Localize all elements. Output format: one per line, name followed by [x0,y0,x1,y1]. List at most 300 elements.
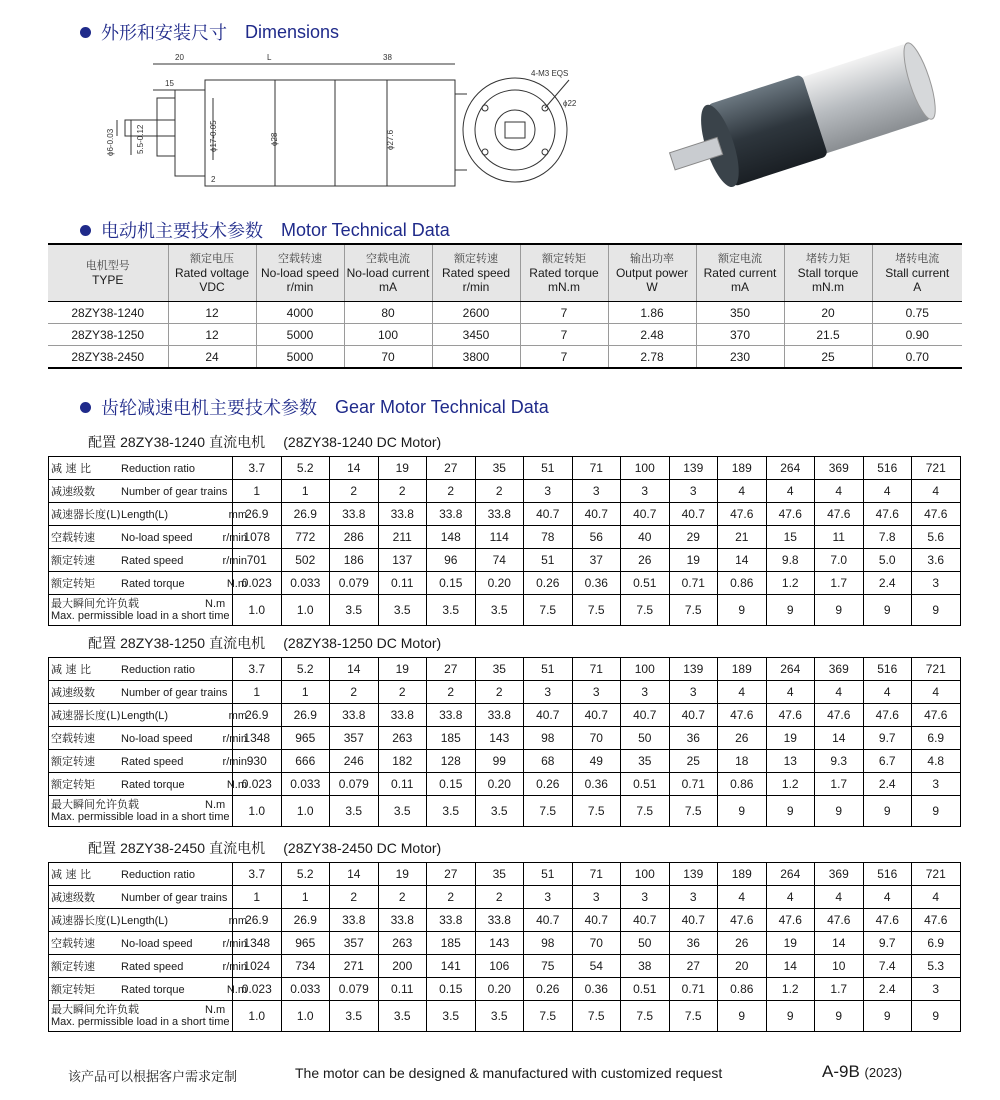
table-cell: 26.9 [281,909,330,932]
table-cell: 3 [912,978,961,1001]
config-label-cn2: 直流电机 [209,635,266,651]
motor-header-cell [784,244,872,302]
table-cell: 2 [330,681,379,704]
table-row [49,750,961,773]
table-cell: 0.86 [718,572,767,595]
table-cell: 721 [912,457,961,480]
table-cell: 4 [863,480,912,503]
table-cell: 74 [475,549,524,572]
table-cell: 264 [766,457,815,480]
gear-config-3 [88,838,441,858]
table-row [49,457,961,480]
table-cell: 1 [233,480,282,503]
row-label-en: Max. permissible load in a short time [51,811,230,823]
table-cell: 0.75 [872,302,962,324]
gear-data-table-3 [48,862,961,1032]
table-cell: 3.6 [912,549,961,572]
table-cell: 0.86 [718,978,767,1001]
table-cell: 1 [233,681,282,704]
table-cell: 3.5 [427,1001,476,1032]
row-label-cn: 额定转矩 [51,577,95,590]
gear-data-heading [80,395,549,419]
table-cell: 35 [621,750,670,773]
table-cell: 75 [524,955,573,978]
header-en: Stall torque [797,266,859,280]
row-label-en: Reduction ratio [121,664,195,676]
table-cell: 0.71 [669,978,718,1001]
table-cell: 1348 [233,727,282,750]
table-cell: 263 [378,727,427,750]
table-cell: 40.7 [621,909,670,932]
motor-title-en: Motor Technical Data [281,219,450,240]
table-cell: 3450 [432,324,520,346]
table-cell: 9.7 [863,932,912,955]
table-cell: 185 [427,932,476,955]
table-cell: 1.0 [281,1001,330,1032]
table-cell: 24 [168,346,256,369]
header-unit: W [646,280,658,294]
table-row [49,681,961,704]
table-cell: 5.2 [281,457,330,480]
table-cell: 4 [718,681,767,704]
table-cell: 2.4 [863,572,912,595]
table-cell: 3.7 [233,863,282,886]
table-cell: 26 [718,727,767,750]
table-cell: 2.48 [608,324,696,346]
page-year: (2023) [864,1065,903,1080]
table-cell: 721 [912,863,961,886]
table-cell: 12 [168,302,256,324]
table-cell: 1024 [233,955,282,978]
bullet-icon [80,27,91,38]
table-cell: 5000 [256,324,344,346]
table-cell: 7.5 [572,1001,621,1032]
row-label-en: Rated torque [121,578,185,590]
table-cell: 14 [815,932,864,955]
table-cell: 2 [330,480,379,503]
dim-15: 15 [165,79,174,88]
table-cell: 3 [669,886,718,909]
table-cell: 19 [766,727,815,750]
table-cell: 68 [524,750,573,773]
row-label-en: Number of gear trains [121,892,228,904]
table-cell: 47.6 [766,909,815,932]
motor-header-cell [608,244,696,302]
table-cell: 1.86 [608,302,696,324]
table-cell: 1.0 [281,595,330,626]
table-cell: 33.8 [378,909,427,932]
table-cell: 4 [718,886,767,909]
motor-header-cell [432,244,520,302]
header-en: Stall current [885,266,950,280]
row-label-unit: mm [228,710,247,722]
table-cell: 263 [378,932,427,955]
table-cell: 99 [475,750,524,773]
row-label-cn: 额定转速 [51,960,95,973]
table-cell: 33.8 [475,704,524,727]
table-cell: 0.36 [572,978,621,1001]
row-label-en: Rated torque [121,984,185,996]
table-cell: 3.5 [330,595,379,626]
table-cell: 70 [572,727,621,750]
table-cell: 0.033 [281,978,330,1001]
header-unit: VDC [199,280,225,294]
table-cell: 71 [572,658,621,681]
row-label [49,909,247,932]
config-label-en: (28ZY38-1240 DC Motor) [283,434,442,450]
table-cell: 33.8 [475,503,524,526]
row-label [49,457,233,480]
table-cell: 40.7 [524,503,573,526]
table-cell: 40.7 [572,503,621,526]
table-cell: 0.023 [233,978,282,1001]
row-label-cn: 空载转速 [51,732,95,745]
table-row [49,886,961,909]
row-label-cn: 额定转矩 [51,778,95,791]
table-cell: 0.71 [669,773,718,796]
row-label-cn: 额定转矩 [51,983,95,996]
row-label [49,978,247,1001]
table-cell: 734 [281,955,330,978]
table-cell: 51 [524,457,573,480]
dimensions-title-cn: 外形和安装尺寸 [101,23,227,44]
table-cell: 47.6 [766,503,815,526]
table-cell: 71 [572,457,621,480]
row-label-cn: 减速器长度(L) [51,914,121,927]
dimension-drawing [95,50,595,190]
table-cell: 3.5 [330,796,379,827]
table-cell: 47.6 [815,503,864,526]
table-cell: 148 [427,526,476,549]
table-cell: 9 [863,1001,912,1032]
dim-20: 20 [175,53,184,62]
table-cell: 3.5 [475,796,524,827]
header-unit: mA [379,280,397,294]
row-label [49,886,233,909]
table-row [48,346,962,369]
table-cell: 357 [330,727,379,750]
row-label-stack [51,597,232,623]
table-cell: 14 [330,863,379,886]
row-label [49,955,247,978]
table-cell: 51 [524,863,573,886]
table-cell: 3 [912,572,961,595]
table-cell: 0.36 [572,773,621,796]
table-cell: 1 [281,480,330,503]
table-cell: 56 [572,526,621,549]
row-label [49,727,247,750]
table-cell: 35 [475,863,524,886]
table-cell: 9 [912,595,961,626]
header-cn: 空载电流 [366,252,410,265]
table-cell: 3 [621,480,670,503]
row-label-en: Reduction ratio [121,463,195,475]
dim-dia6: ϕ6-0.03 [106,128,115,156]
table-cell: 40.7 [621,503,670,526]
table-row [49,727,961,750]
motor-data-table [48,243,962,369]
dim-dia22: ϕ22 [563,99,577,108]
table-cell: 4 [815,681,864,704]
row-label-cn: 减 速 比 [51,663,91,676]
header-unit: mN.m [812,280,844,294]
table-cell: 2 [427,886,476,909]
page-number [822,1062,902,1082]
table-cell: 19 [766,932,815,955]
config-label-cn2: 直流电机 [209,840,266,856]
table-cell: 80 [344,302,432,324]
table-cell: 1 [281,681,330,704]
table-cell: 6.9 [912,932,961,955]
table-cell: 2.78 [608,346,696,369]
header-cn: 额定转速 [454,252,498,265]
table-cell: 143 [475,727,524,750]
table-cell: 264 [766,658,815,681]
row-label-en: Length(L) [121,710,169,722]
table-cell: 40 [621,526,670,549]
table-cell: 370 [696,324,784,346]
row-label-unit: r/min [222,555,247,567]
table-cell: 0.26 [524,572,573,595]
gear-config-2 [88,633,441,653]
row-label-en: No-load speed [121,532,193,544]
table-row [49,572,961,595]
table-cell: 211 [378,526,427,549]
table-cell: 78 [524,526,573,549]
table-cell: 0.70 [872,346,962,369]
row-label-unit: N.m [205,799,226,811]
row-label-unit: N.m [205,598,226,610]
table-cell: 25 [669,750,718,773]
table-cell: 47.6 [863,909,912,932]
row-label-cn: 减速级数 [51,891,95,904]
table-cell: 7 [520,302,608,324]
table-cell: 18 [718,750,767,773]
row-label-cn: 减速级数 [51,485,95,498]
table-cell: 7.4 [863,955,912,978]
table-cell: 9 [815,1001,864,1032]
table-cell: 0.023 [233,773,282,796]
motor-header-cell [696,244,784,302]
table-cell: 26.9 [233,503,282,526]
table-cell: 26.9 [281,503,330,526]
row-label-cn: 减 速 比 [51,868,91,881]
row-label [49,796,233,827]
table-cell: 182 [378,750,427,773]
table-cell: 357 [330,932,379,955]
table-cell: 14 [330,658,379,681]
table-cell: 0.079 [330,773,379,796]
table-cell: 189 [718,863,767,886]
row-label-unit: N.m [226,578,247,590]
table-cell: 7.5 [572,796,621,827]
table-cell: 772 [281,526,330,549]
table-cell: 7.5 [524,1001,573,1032]
table-cell: 1.7 [815,978,864,1001]
table-cell: 6.7 [863,750,912,773]
table-cell: 516 [863,863,912,886]
table-row [49,863,961,886]
row-label-cn: 最大瞬间允许负载 [51,1003,139,1016]
table-cell: 35 [475,457,524,480]
row-label [49,704,247,727]
table-cell: 2 [475,681,524,704]
table-cell: 4 [815,886,864,909]
table-cell: 1.2 [766,773,815,796]
table-cell: 502 [281,549,330,572]
table-cell: 9 [718,595,767,626]
row-label-unit: N.m [226,779,247,791]
config-label-cn: 配置 [88,840,116,856]
row-label-cn: 最大瞬间允许负载 [51,798,139,811]
table-cell: 5.0 [863,549,912,572]
table-cell: 14 [718,549,767,572]
table-cell: 100 [344,324,432,346]
table-cell: 19 [378,457,427,480]
motor-header-cell [256,244,344,302]
table-cell: 40.7 [572,909,621,932]
table-cell: 40.7 [669,909,718,932]
header-cn: 额定转矩 [542,252,586,265]
table-cell: 4.8 [912,750,961,773]
dim-m3: 4-M3 EQS [531,69,569,78]
dim-5-5: 5.5-0.12 [136,124,145,154]
row-label-cn: 最大瞬间允许负载 [51,597,139,610]
table-cell: 1.0 [233,595,282,626]
table-cell: 185 [427,727,476,750]
header-unit: r/min [286,280,314,294]
row-label-unit: N.m [205,1004,226,1016]
row-label-unit: r/min [222,532,247,544]
table-cell: 40.7 [621,704,670,727]
table-cell: 33.8 [330,704,379,727]
table-cell: 47.6 [766,704,815,727]
table-cell: 14 [330,457,379,480]
header-en: Rated voltage [174,266,250,280]
table-cell: 5.2 [281,658,330,681]
table-cell: 128 [427,750,476,773]
row-label-en: No-load speed [121,733,193,745]
row-label-cn: 减速器长度(L) [51,709,121,722]
table-cell: 7.5 [669,1001,718,1032]
table-cell: 114 [475,526,524,549]
row-label-en: Rated torque [121,779,185,791]
row-label-stack [51,1003,232,1029]
table-cell: 47.6 [718,909,767,932]
table-cell: 4 [912,886,961,909]
table-cell: 47.6 [863,503,912,526]
row-label [49,549,247,572]
table-cell: 7.0 [815,549,864,572]
table-cell: 9 [766,1001,815,1032]
table-cell: 40.7 [669,503,718,526]
table-cell: 0.079 [330,572,379,595]
row-label [49,658,233,681]
table-cell: 4 [912,480,961,503]
table-cell: 3.7 [233,457,282,480]
table-cell: 9 [766,595,815,626]
table-cell: 666 [281,750,330,773]
row-label-cn: 减速器长度(L) [51,508,121,521]
row-label-unit: N.m [226,984,247,996]
row-label-unit: mm [228,509,247,521]
table-cell: 33.8 [378,704,427,727]
table-cell: 0.11 [378,773,427,796]
table-cell: 7 [520,346,608,369]
row-label-cn: 减速级数 [51,686,95,699]
table-cell: 4000 [256,302,344,324]
table-cell: 7.5 [572,595,621,626]
table-cell: 3.5 [427,796,476,827]
table-cell: 12 [168,324,256,346]
header-en: Rated torque [529,266,599,280]
dim-dia27-6: ϕ27.6 [386,129,395,150]
table-cell: 40.7 [572,704,621,727]
table-cell: 2 [378,681,427,704]
header-cn: 空载转速 [278,252,322,265]
table-cell: 0.11 [378,572,427,595]
table-cell: 369 [815,457,864,480]
table-cell: 186 [330,549,379,572]
bullet-icon [80,225,91,236]
table-cell: 9 [863,595,912,626]
table-cell: 9 [718,796,767,827]
table-cell: 0.26 [524,978,573,1001]
table-cell: 5.3 [912,955,961,978]
table-cell: 27 [427,658,476,681]
table-cell: 27 [669,955,718,978]
table-cell: 369 [815,863,864,886]
row-label-cn: 额定转速 [51,554,95,567]
dimensions-heading [80,20,339,44]
config-model: 28ZY38-1240 [120,434,205,450]
table-cell: 2600 [432,302,520,324]
table-cell: 930 [233,750,282,773]
motor-header-cell [872,244,962,302]
table-cell: 9.8 [766,549,815,572]
footer-note-cn: 该产品可以根据客户需求定制 [68,1070,238,1085]
table-cell: 47.6 [912,503,961,526]
row-label [49,750,247,773]
table-cell: 143 [475,932,524,955]
table-cell: 38 [621,955,670,978]
row-label-en: Rated speed [121,555,184,567]
table-cell: 2 [330,886,379,909]
table-cell: 20 [784,302,872,324]
row-label-cn: 减 速 比 [51,462,91,475]
table-cell: 70 [572,932,621,955]
motor-data-heading [80,218,450,242]
table-row [49,526,961,549]
table-cell: 189 [718,658,767,681]
header-unit: mN.m [548,280,580,294]
table-cell: 96 [427,549,476,572]
table-row [49,549,961,572]
table-cell: 47.6 [912,704,961,727]
config-label-cn2: 直流电机 [209,434,266,450]
table-cell: 98 [524,727,573,750]
table-cell: 33.8 [330,909,379,932]
table-cell: 47.6 [912,909,961,932]
row-label-en: Length(L) [121,915,169,927]
table-cell: 246 [330,750,379,773]
row-label-en: Rated speed [121,961,184,973]
table-cell: 33.8 [378,503,427,526]
row-label-en: Max. permissible load in a short time [51,1016,230,1028]
config-label-en: (28ZY38-2450 DC Motor) [283,840,442,856]
table-cell: 106 [475,955,524,978]
row-label-unit: mm [228,915,247,927]
